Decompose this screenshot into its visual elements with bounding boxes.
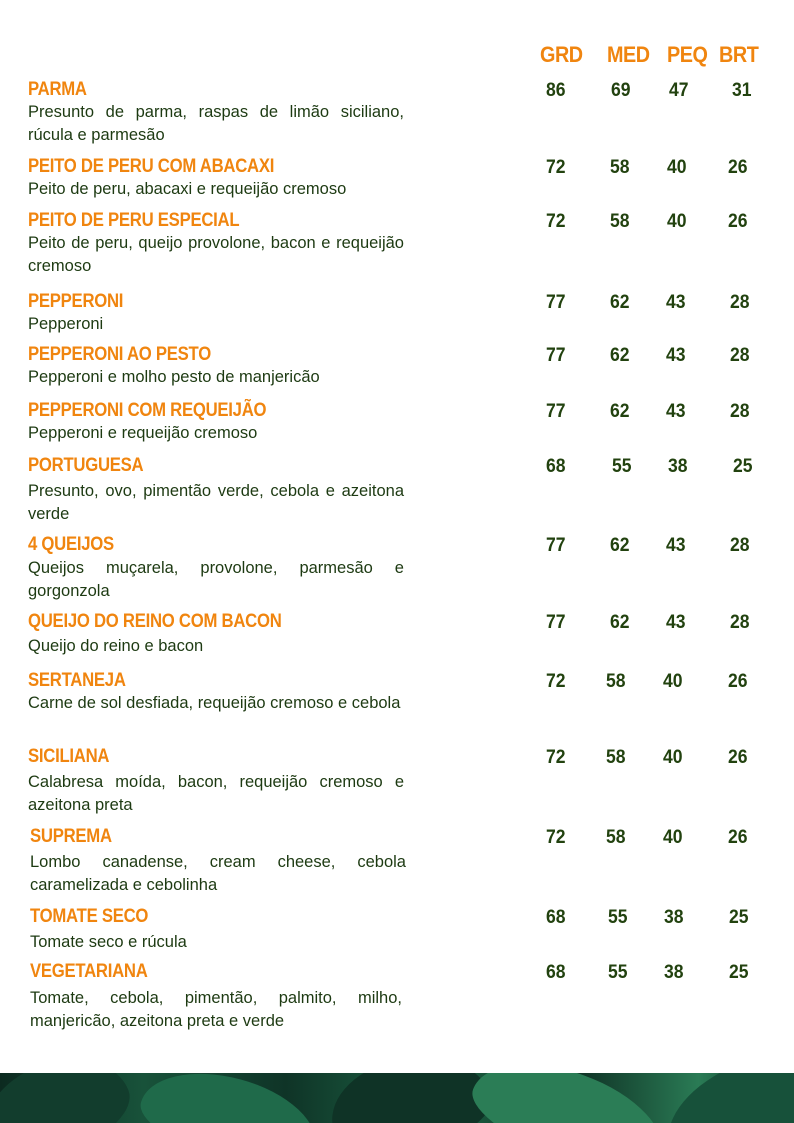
price-med: 55 (612, 455, 632, 477)
item-description: Carne de sol desfiada, requeijão cremoso e cebola (28, 694, 401, 712)
price-med: 58 (610, 156, 630, 178)
price-peq: 43 (666, 611, 686, 633)
price-brt: 26 (728, 156, 748, 178)
tropical-leaves-banner (0, 1073, 794, 1123)
price-grd: 77 (546, 291, 566, 313)
price-peq: 43 (666, 400, 686, 422)
price-grd: 77 (546, 400, 566, 422)
price-grd: 68 (546, 906, 566, 928)
item-name: PARMA (28, 79, 87, 100)
item-name: TOMATE SECO (30, 906, 149, 927)
leaf-shape (133, 1073, 328, 1123)
price-brt: 28 (730, 534, 750, 556)
price-peq: 40 (663, 746, 683, 768)
leaf-shape (323, 1073, 496, 1123)
price-peq: 43 (666, 534, 686, 556)
price-grd: 72 (546, 826, 566, 848)
price-peq: 43 (666, 344, 686, 366)
price-brt: 26 (728, 826, 748, 848)
price-peq: 47 (669, 79, 689, 101)
price-med: 62 (610, 611, 630, 633)
leaf-shape (0, 1073, 141, 1123)
price-brt: 26 (728, 746, 748, 768)
price-brt: 28 (730, 400, 750, 422)
price-med: 62 (610, 291, 630, 313)
price-peq: 40 (667, 156, 687, 178)
item-description: Pepperoni e requeijão cremoso (28, 424, 258, 442)
item-description: Presunto de parma, raspas de limão siciliano, rúcula e parmesão (28, 103, 404, 144)
price-med: 55 (608, 961, 628, 983)
price-med: 62 (610, 344, 630, 366)
item-description: Tomate, cebola, pimentão, palmito, milho, manjericão, azeitona preta e verde (30, 989, 402, 1030)
item-name: PEPPERONI AO PESTO (28, 344, 211, 365)
item-description: Pepperoni e molho pesto de manjericão (28, 368, 320, 386)
item-name: VEGETARIANA (30, 961, 148, 982)
price-grd: 72 (546, 670, 566, 692)
price-med: 55 (608, 906, 628, 928)
price-med: 62 (610, 534, 630, 556)
item-description: Peito de peru, queijo provolone, bacon e requeijão cremoso (28, 234, 404, 275)
price-med: 58 (606, 670, 626, 692)
header-brt: BRT (719, 42, 759, 67)
price-peq: 40 (663, 826, 683, 848)
price-peq: 43 (666, 291, 686, 313)
price-grd: 68 (546, 961, 566, 983)
item-description: Calabresa moída, bacon, requeijão cremoso e azeitona preta (28, 773, 404, 814)
item-name: SICILIANA (28, 746, 110, 767)
item-description: Presunto, ovo, pimentão verde, cebola e azeitona verde (28, 482, 404, 523)
price-med: 69 (611, 79, 631, 101)
item-name: 4 QUEIJOS (28, 534, 114, 555)
price-brt: 28 (730, 611, 750, 633)
price-peq: 38 (664, 961, 684, 983)
item-name: PORTUGUESA (28, 455, 144, 476)
price-peq: 40 (667, 210, 687, 232)
leaf-shape (651, 1073, 794, 1123)
price-grd: 86 (546, 79, 566, 101)
item-description: Tomate seco e rúcula (30, 933, 187, 951)
price-peq: 38 (668, 455, 688, 477)
item-description: Lombo canadense, cream cheese, cebola caramelizada e cebolinha (30, 853, 406, 894)
item-description: Pepperoni (28, 315, 104, 333)
header-med: MED (607, 42, 650, 67)
item-description: Queijo do reino e bacon (28, 637, 204, 655)
price-brt: 26 (728, 670, 748, 692)
item-description: Peito de peru, abacaxi e requeijão cremoso (28, 180, 347, 198)
price-brt: 28 (730, 344, 750, 366)
price-grd: 77 (546, 611, 566, 633)
price-grd: 72 (546, 746, 566, 768)
price-brt: 25 (729, 906, 749, 928)
item-name: SERTANEJA (28, 670, 126, 691)
price-brt: 28 (730, 291, 750, 313)
price-med: 62 (610, 400, 630, 422)
price-grd: 72 (546, 210, 566, 232)
item-name: PEITO DE PERU ESPECIAL (28, 210, 240, 231)
price-grd: 68 (546, 455, 566, 477)
item-description: Queijos muçarela, provolone, parmesão e gorgonzola (28, 559, 404, 600)
item-name: PEPPERONI COM REQUEIJÃO (28, 400, 267, 421)
header-grd: GRD (540, 42, 583, 67)
price-brt: 26 (728, 210, 748, 232)
item-name: QUEIJO DO REINO COM BACON (28, 611, 282, 632)
price-med: 58 (610, 210, 630, 232)
price-med: 58 (606, 826, 626, 848)
price-grd: 77 (546, 534, 566, 556)
price-med: 58 (606, 746, 626, 768)
item-name: SUPREMA (30, 826, 112, 847)
item-name: PEPPERONI (28, 291, 124, 312)
price-brt: 25 (733, 455, 753, 477)
leaf-shape (461, 1073, 678, 1123)
item-name: PEITO DE PERU COM ABACAXI (28, 156, 275, 177)
price-grd: 72 (546, 156, 566, 178)
price-peq: 40 (663, 670, 683, 692)
price-brt: 25 (729, 961, 749, 983)
header-peq: PEQ (667, 42, 708, 67)
price-grd: 77 (546, 344, 566, 366)
price-brt: 31 (732, 79, 752, 101)
price-peq: 38 (664, 906, 684, 928)
